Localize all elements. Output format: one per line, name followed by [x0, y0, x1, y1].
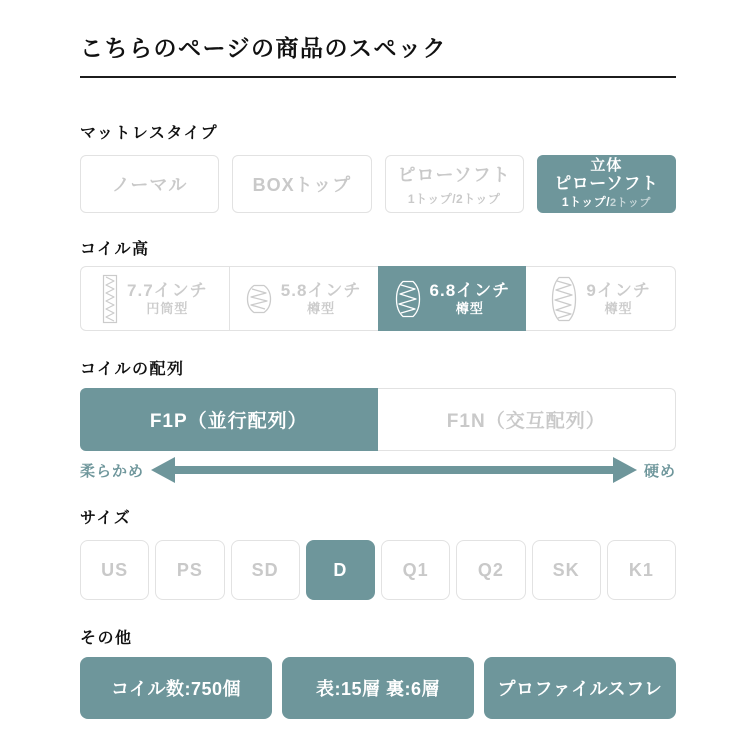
option-text: [586, 281, 650, 317]
coil-layout-option-f1n[interactable]: F1N（交互配列）: [378, 388, 677, 451]
mattress-type-options: [80, 155, 676, 213]
section-mattress-type: [80, 120, 676, 213]
option-text: [430, 281, 511, 317]
coil-inch: 7.7インチ: [127, 280, 208, 300]
option-label-line2: ピローソフト: [554, 174, 659, 194]
size-option-ps[interactable]: PS: [155, 540, 224, 600]
arrow-right-head-icon: [613, 457, 637, 483]
size-option-sd[interactable]: SD: [231, 540, 300, 600]
size-option-k1[interactable]: K1: [607, 540, 676, 600]
mattress-type-option-3d-pillow-soft-selected[interactable]: [537, 155, 676, 213]
firmness-scale: [80, 457, 676, 483]
coil-shape: 円筒型: [146, 300, 189, 316]
coil-inch: 9インチ: [586, 280, 651, 300]
firmness-soft-label: 柔らかめ: [80, 462, 145, 480]
option-text: [127, 281, 208, 317]
barrel-coil-icon: [246, 284, 272, 314]
size-option-q1[interactable]: Q1: [381, 540, 450, 600]
coil-count-badge: コイル数:750個: [80, 657, 272, 719]
layer-count-badge: 表:15層 裏:6層: [282, 657, 474, 719]
coil-height-option-7-7[interactable]: [81, 267, 229, 330]
mattress-type-label: マットレスタイプ: [80, 125, 219, 142]
option-sublabel: [562, 195, 651, 210]
coil-shape: 樽型: [604, 300, 633, 316]
coil-inch: 5.8インチ: [280, 280, 362, 300]
mattress-type-option-pillow-soft[interactable]: [385, 155, 524, 213]
mattress-type-option-box-top[interactable]: [232, 155, 371, 213]
option-label: BOXトップ: [252, 175, 352, 195]
double-arrow-icon: [151, 457, 637, 483]
coil-inch: 6.8インチ: [429, 280, 511, 300]
coil-shape: 樽型: [455, 300, 484, 316]
arrow-shaft: [167, 466, 621, 474]
coil-layout-options: [80, 388, 676, 451]
coil-height-options: [80, 266, 676, 331]
coil-height-option-5-8[interactable]: [229, 267, 378, 330]
size-option-q2[interactable]: Q2: [456, 540, 525, 600]
option-text: [281, 281, 362, 317]
mattress-type-option-normal[interactable]: [80, 155, 219, 213]
section-coil-layout: [80, 356, 676, 483]
size-options: [80, 540, 676, 600]
section-other: [80, 625, 676, 719]
option-label-line1: 立体: [590, 156, 623, 174]
size-option-us[interactable]: US: [80, 540, 149, 600]
other-tags: [80, 657, 676, 719]
firmness-firm-label: 硬め: [643, 462, 676, 480]
size-option-d-selected[interactable]: D: [306, 540, 375, 600]
section-size: [80, 505, 676, 600]
option-sublabel-muted: 2トップ: [610, 196, 651, 209]
section-coil-height: [80, 236, 676, 331]
option-sublabel-strong: 1トップ/: [561, 194, 611, 209]
page-title: こちらのページの商品のスペック: [80, 35, 448, 61]
coil-height-option-9[interactable]: [526, 267, 675, 330]
barrel-coil-icon: [551, 276, 577, 322]
coil-layout-label: コイルの配列: [80, 361, 185, 378]
coil-height-label: コイル高: [80, 241, 150, 258]
barrel-coil-icon: [395, 280, 421, 318]
coil-shape: 樽型: [307, 300, 336, 316]
size-option-sk[interactable]: SK: [532, 540, 601, 600]
title-underline: [80, 76, 676, 78]
other-label: その他: [80, 630, 133, 647]
option-label: ピローソフト: [397, 165, 511, 185]
option-sublabel: 1トップ/2トップ: [407, 192, 501, 206]
profile-badge: プロファイルスフレ: [484, 657, 676, 719]
coil-height-option-6-8-selected[interactable]: [378, 266, 527, 331]
coil-layout-option-f1p-selected[interactable]: F1P（並行配列）: [80, 388, 378, 451]
cylinder-coil-icon: [102, 274, 118, 324]
size-label: サイズ: [80, 510, 132, 527]
option-label: ノーマル: [111, 175, 188, 195]
